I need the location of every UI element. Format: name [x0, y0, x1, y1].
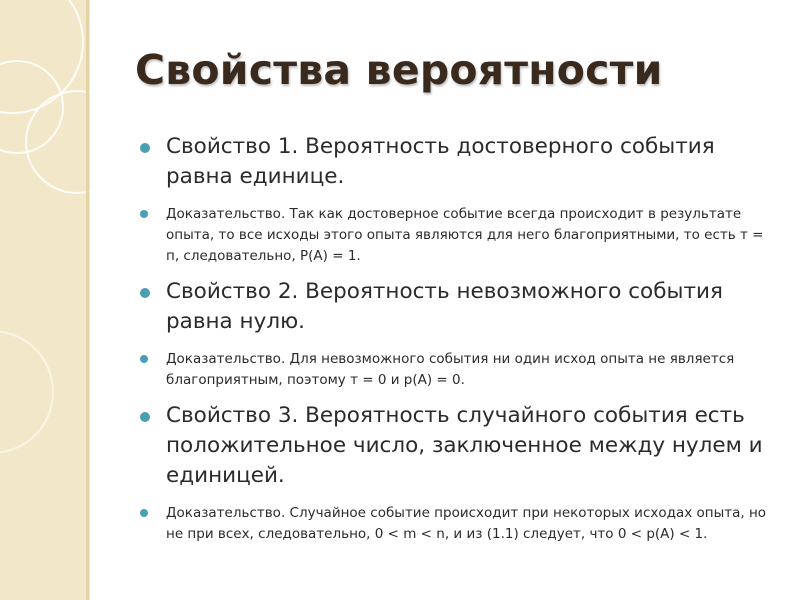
proof-2-text: Доказательство. Для невозможного события ни один исход опыта не является благоприятным, поэтому т = 0 и р(А) = 0. — [166, 351, 735, 388]
proof-2 — [138, 349, 778, 391]
bullet-icon — [140, 355, 148, 363]
property-2-text: Свойство 2. Вероятность невозможного события равна нулю. — [166, 279, 723, 334]
property-2 — [138, 277, 778, 337]
bullet-icon — [140, 412, 150, 422]
proof-1 — [138, 204, 778, 267]
bullet-icon — [140, 210, 148, 218]
property-3 — [138, 401, 778, 491]
slide-title: Свойства вероятности — [135, 46, 663, 94]
property-3-text: Свойство 3. Вероятность случайного события есть положительное число, заключенное между нулем и единицей. — [166, 403, 763, 488]
proof-3 — [138, 503, 778, 545]
slide-content — [138, 132, 778, 555]
bullet-icon — [140, 143, 150, 153]
property-1 — [138, 132, 778, 192]
sidebar-edge — [86, 0, 89, 600]
decorative-ring — [0, 330, 54, 454]
property-1-text: Свойство 1. Вероятность достоверного события равна единице. — [166, 134, 715, 189]
bullet-icon — [140, 509, 148, 517]
bullet-icon — [140, 288, 150, 298]
decorative-sidebar — [0, 0, 90, 600]
proof-3-text: Доказательство. Случайное событие происходит при некоторых исходах опыта, но не при всех, следовательно, 0 < m < n, и из (1.1) следует, что 0 < р(А) < 1. — [166, 505, 767, 542]
proof-1-text: Доказательство. Так как достоверное событие всегда происходит в результате опыта, то все исходы этого опыта являются для него благоприятными, то есть т = п, следовательно, Р(А) = 1. — [166, 206, 764, 264]
